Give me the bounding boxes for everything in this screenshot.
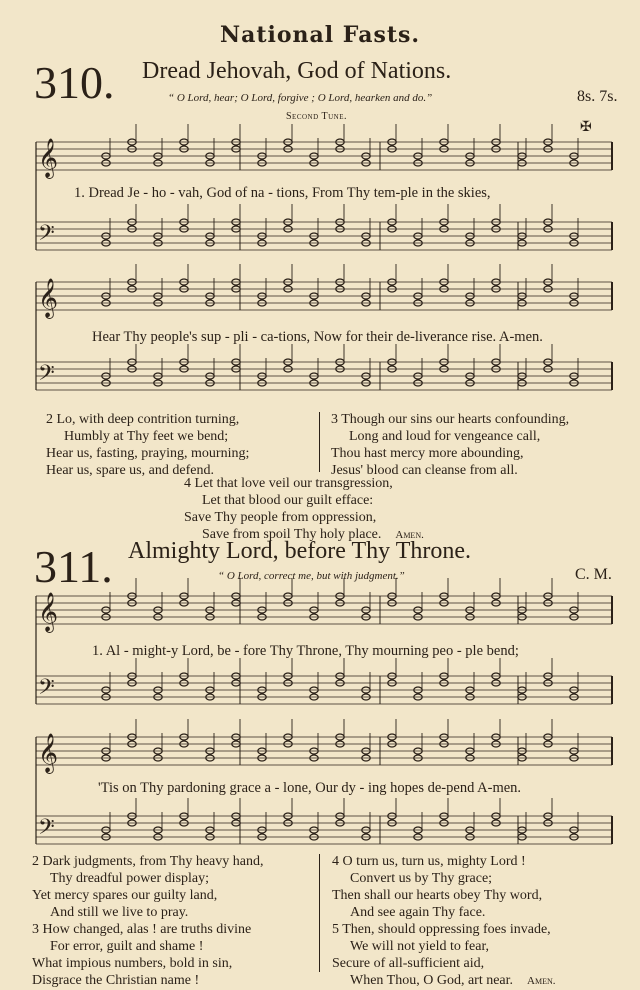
treble-clef-icon: 𝄞 [38, 278, 59, 318]
hymn-title: Almighty Lord, before Thy Throne. [128, 538, 472, 564]
verse-2: 2 Lo, with deep contrition turning, Humbly at Thy feet we bend; Hear us, fasting, praying, mourning; Hear us, spare us, and defend. [46, 412, 250, 478]
bass-clef-icon: 𝄢 [38, 675, 55, 705]
amen-label: Amen. [395, 529, 424, 541]
verse-3: 3 Though our sins our hearts confounding, Long and loud for vengeance call, Thou hast mercy more abounding, Jesus' blood can cleanse from all. [331, 412, 570, 478]
hymn-number: 310. [34, 57, 115, 108]
amen-label: Amen. [527, 975, 556, 987]
lyric-line: 1. Dread Je - ho - vah, God of na - tions, From Thy tem-ple in the skies, [74, 185, 491, 201]
hymn-title: Dread Jehovah, God of Nations. [142, 58, 452, 84]
hymn-epigraph: “ O Lord, hear; O Lord, forgive ; O Lord, hearken and do.” [168, 92, 433, 104]
verse-divider [319, 854, 320, 972]
hymn-number: 311. [34, 541, 113, 592]
bass-clef-icon: 𝄢 [38, 815, 55, 845]
lyric-line: Hear Thy people's sup - pli - ca-tions, Now for their de-liverance rise. A-men. [92, 329, 543, 345]
cross-icon: ✠ [580, 120, 592, 135]
treble-clef-icon: 𝄞 [38, 733, 59, 773]
hymn-epigraph: “ O Lord, correct me, but with judgment.” [218, 570, 405, 582]
bass-clef-icon: 𝄢 [38, 221, 55, 251]
verse-5: 5 Then, should oppressing foes invade, We will not yield to fear, Secure of all-sufficient aid, When Thou, O God, art near. Amen. [332, 922, 556, 988]
verse-2: 2 Dark judgments, from Thy heavy hand, Thy dreadful power display; Yet mercy spares our guilty land, And still we live to pray. [32, 854, 264, 920]
tune-label: Second Tune. [286, 111, 347, 122]
page-header: National Fasts. [219, 22, 421, 48]
bass-clef-icon: 𝄢 [38, 361, 55, 391]
hymn-meter: C. M. [575, 566, 612, 583]
hymn-meter: 8s. 7s. [577, 88, 618, 105]
verse-divider [319, 412, 320, 472]
treble-clef-icon: 𝄞 [38, 138, 59, 178]
treble-clef-icon: 𝄞 [38, 592, 59, 632]
lyric-line: 'Tis on Thy pardoning grace a - lone, Our dy - ing hopes de-pend A-men. [98, 780, 522, 796]
verse-3: 3 How changed, alas ! are truths divine For error, guilt and shame ! What impious numbers, bold in sin, Disgrace the Christian name ! [32, 922, 252, 988]
verse-4: 4 O turn us, turn us, mighty Lord ! Convert us by Thy grace; Then shall our hearts obey Thy word, And see again Thy face. [332, 854, 543, 920]
verse-4: 4 Let that love veil our transgression, Let that blood our guilt efface: Save Thy people from oppression, Save from spoil Thy holy place. Amen. [184, 476, 424, 542]
lyric-line: 1. Al - might-y Lord, be - fore Thy Throne, Thy mourning peo - ple bend; [92, 643, 519, 659]
